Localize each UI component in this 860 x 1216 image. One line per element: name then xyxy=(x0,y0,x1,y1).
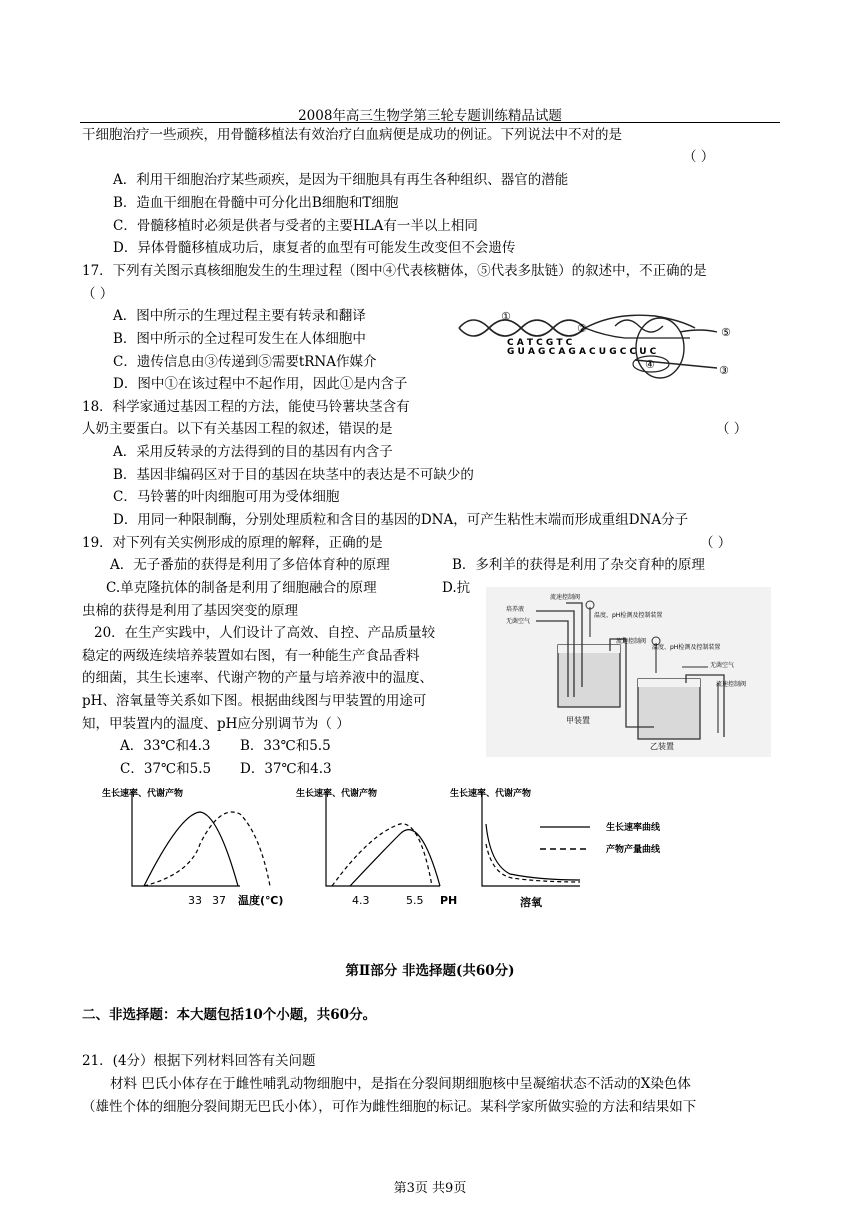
graph2-tick-5-5: 5.5 xyxy=(406,894,424,907)
graph1-xlabel: 温度(℃) xyxy=(238,894,284,907)
figure-label-3: ③ xyxy=(719,364,729,377)
apparatus-label-air-1: 无菌空气 xyxy=(506,618,531,625)
q18-stem-line1: 18．科学家通过基因工程的方法，能使马铃薯块茎含有 xyxy=(82,399,410,415)
q17-option-c: C．遗传信息由③传递到⑤需要tRNA作媒介 xyxy=(113,354,377,370)
dna-sequence-top: C A T C G T C xyxy=(507,338,573,348)
q19-option-b: B．多利羊的获得是利用了杂交育种的原理 xyxy=(452,557,705,573)
legend-growth-rate: 生长速率曲线 xyxy=(606,823,661,833)
q20-option-b: B．33℃和5.5 xyxy=(240,738,331,754)
apparatus-label-ph-control-2: 温度、pH检测及控制装置 xyxy=(652,644,721,651)
q20-line2: 稳定的两级连续培养装置如右图，有一种能生产食品香料 xyxy=(82,648,420,664)
figure-label-1: ① xyxy=(501,310,511,323)
q18-option-d: D．用同一种限制酶，分别处理质粒和含目的基因的DNA，可产生粘性末端而形成重组DNA分子 xyxy=(113,512,689,528)
q17-option-d: D．图中①在该过程中不起作用，因此①是内含子 xyxy=(113,376,408,392)
q20-option-d: D．37℃和4.3 xyxy=(240,761,332,777)
q17-option-a: A．图中所示的生理过程主要有转录和翻译 xyxy=(113,308,366,324)
q20-option-c: C．37℃和5.5 xyxy=(120,761,212,777)
graph1-tick-33: 33 xyxy=(188,894,202,907)
q18-option-a: A．采用反转录的方法得到的目的基因有内含子 xyxy=(113,444,393,460)
page-header-title: 2008年高三生物学第三轮专题训练精品试题 xyxy=(298,108,562,124)
q16-answer-paren: （ ） xyxy=(683,149,715,165)
q19-option-c: C.单克隆抗体的制备是利用了细胞融合的原理 xyxy=(106,580,377,596)
growth-curves-figure xyxy=(100,784,700,914)
q16-option-d: D．异体骨髓移植成功后，康复者的血型有可能发生改变但不会遗传 xyxy=(113,240,516,256)
graph2-tick-4-3: 4.3 xyxy=(352,894,370,907)
q18-stem-line2: 人奶主要蛋白。以下有关基因工程的叙述，错误的是 xyxy=(82,421,393,437)
part2-section-heading: 二、非选择题：本大题包括10个小题，共60分。 xyxy=(82,1007,377,1023)
graph2-xlabel: PH xyxy=(440,894,458,907)
apparatus-label-valve-3: 流速控制阀 xyxy=(716,681,747,688)
two-stage-culture-apparatus-figure xyxy=(486,587,771,757)
q20-line5: 知，甲装置内的温度、pH应分别调节为（ ） xyxy=(82,716,350,732)
q17-option-b: B．图中所示的全过程可发生在人体细胞中 xyxy=(113,331,366,347)
q21-stem: 21．(4分）根据下列材料回答有关问题 xyxy=(82,1053,316,1069)
apparatus-label-air-2: 无菌空气 xyxy=(710,662,735,669)
apparatus-label-ph-control-1: 温度、pH检测及控制装置 xyxy=(594,612,663,619)
graph3-xlabel: 溶氧 xyxy=(520,896,542,909)
page-footer: 第3页 共9页 xyxy=(393,1181,467,1196)
q21-material-line1: 材料 巴氏小体存在于雌性哺乳动物细胞中，是指在分裂间期细胞核中呈凝缩状态不活动的X染色体 xyxy=(110,1076,691,1092)
q16-stem: 干细胞治疗一些顽疾，用骨髓移植法有效治疗白血病便是成功的例证。下列说法中不对的是 xyxy=(82,127,622,143)
figure-label-4: ④ xyxy=(645,358,655,371)
apparatus-label-valve-1: 流速控制阀 xyxy=(550,594,581,601)
q17-stem: 17．下列有关图示真核细胞发生的生理过程（图中④代表核糖体，⑤代表多肽链）的叙述中，不正确的是 xyxy=(82,263,707,279)
graph1-ylabel: 生长速率、代谢产物 xyxy=(102,789,184,799)
q18-option-b: B．基因非编码区对于目的基因在块茎中的表达是不可缺少的 xyxy=(113,467,474,483)
graph3-ylabel: 生长速率、代谢产物 xyxy=(450,789,532,799)
q16-option-b: B．造血干细胞在骨髓中可分化出B细胞和T细胞 xyxy=(113,195,399,211)
q19-option-a: A．无子番茄的获得是利用了多倍体育种的原理 xyxy=(110,557,390,573)
apparatus-label-yi: 乙装置 xyxy=(650,742,674,751)
legend-product-yield: 产物产量曲线 xyxy=(606,845,661,855)
q20-line4: pH、溶氧量等关系如下图。根据曲线图与甲装置的用途可 xyxy=(82,693,427,709)
q16-option-a: A．利用干细胞治疗某些顽疾，是因为干细胞具有再生各种组织、器官的潜能 xyxy=(113,172,569,188)
figure-label-5: ⑤ xyxy=(721,326,731,339)
q20-line1: 20．在生产实践中，人们设计了高效、自控、产品质量较 xyxy=(94,625,436,641)
q20-option-a: A．33℃和4.3 xyxy=(120,738,211,754)
apparatus-label-valve-2: 流速控制阀 xyxy=(616,638,647,645)
q18-answer-paren: （ ） xyxy=(716,421,748,437)
q18-option-c: C．马铃薯的叶肉细胞可用为受体细胞 xyxy=(113,489,340,505)
graph2-ylabel: 生长速率、代谢产物 xyxy=(296,789,378,799)
q19-answer-paren: （ ） xyxy=(700,535,732,551)
q19-stem: 19．对下列有关实例形成的原理的解释，正确的是 xyxy=(82,535,383,551)
part2-title: 第Ⅱ部分 非选择题(共60分) xyxy=(345,963,515,979)
q19-option-d-part1: D.抗 xyxy=(442,580,471,596)
q19-option-d-part2: 虫棉的获得是利用了基因突变的原理 xyxy=(82,603,298,619)
apparatus-label-medium: 培养液 xyxy=(506,606,525,613)
q17-answer-paren: （ ） xyxy=(82,286,114,302)
header-rule xyxy=(80,122,780,123)
q20-line3: 的细菌，其生长速率、代谢产物的产量与培养液中的温度、 xyxy=(82,670,433,686)
q16-option-c: C．骨髓移植时必须是供者与受者的主要HLA有一半以上相同 xyxy=(113,218,478,234)
apparatus-label-jia: 甲装置 xyxy=(566,716,590,725)
transcription-translation-figure xyxy=(455,302,745,382)
q21-material-line2: （雄性个体的细胞分裂间期无巴氏小体），可作为雌性细胞的标记。某科学家所做实验的方法和结果如下 xyxy=(82,1099,697,1115)
figure-label-2: ② xyxy=(577,322,587,335)
mrna-sequence-bottom: G U A G C A G A C U G C C U C xyxy=(507,347,657,357)
graph1-tick-37: 37 xyxy=(212,894,226,907)
